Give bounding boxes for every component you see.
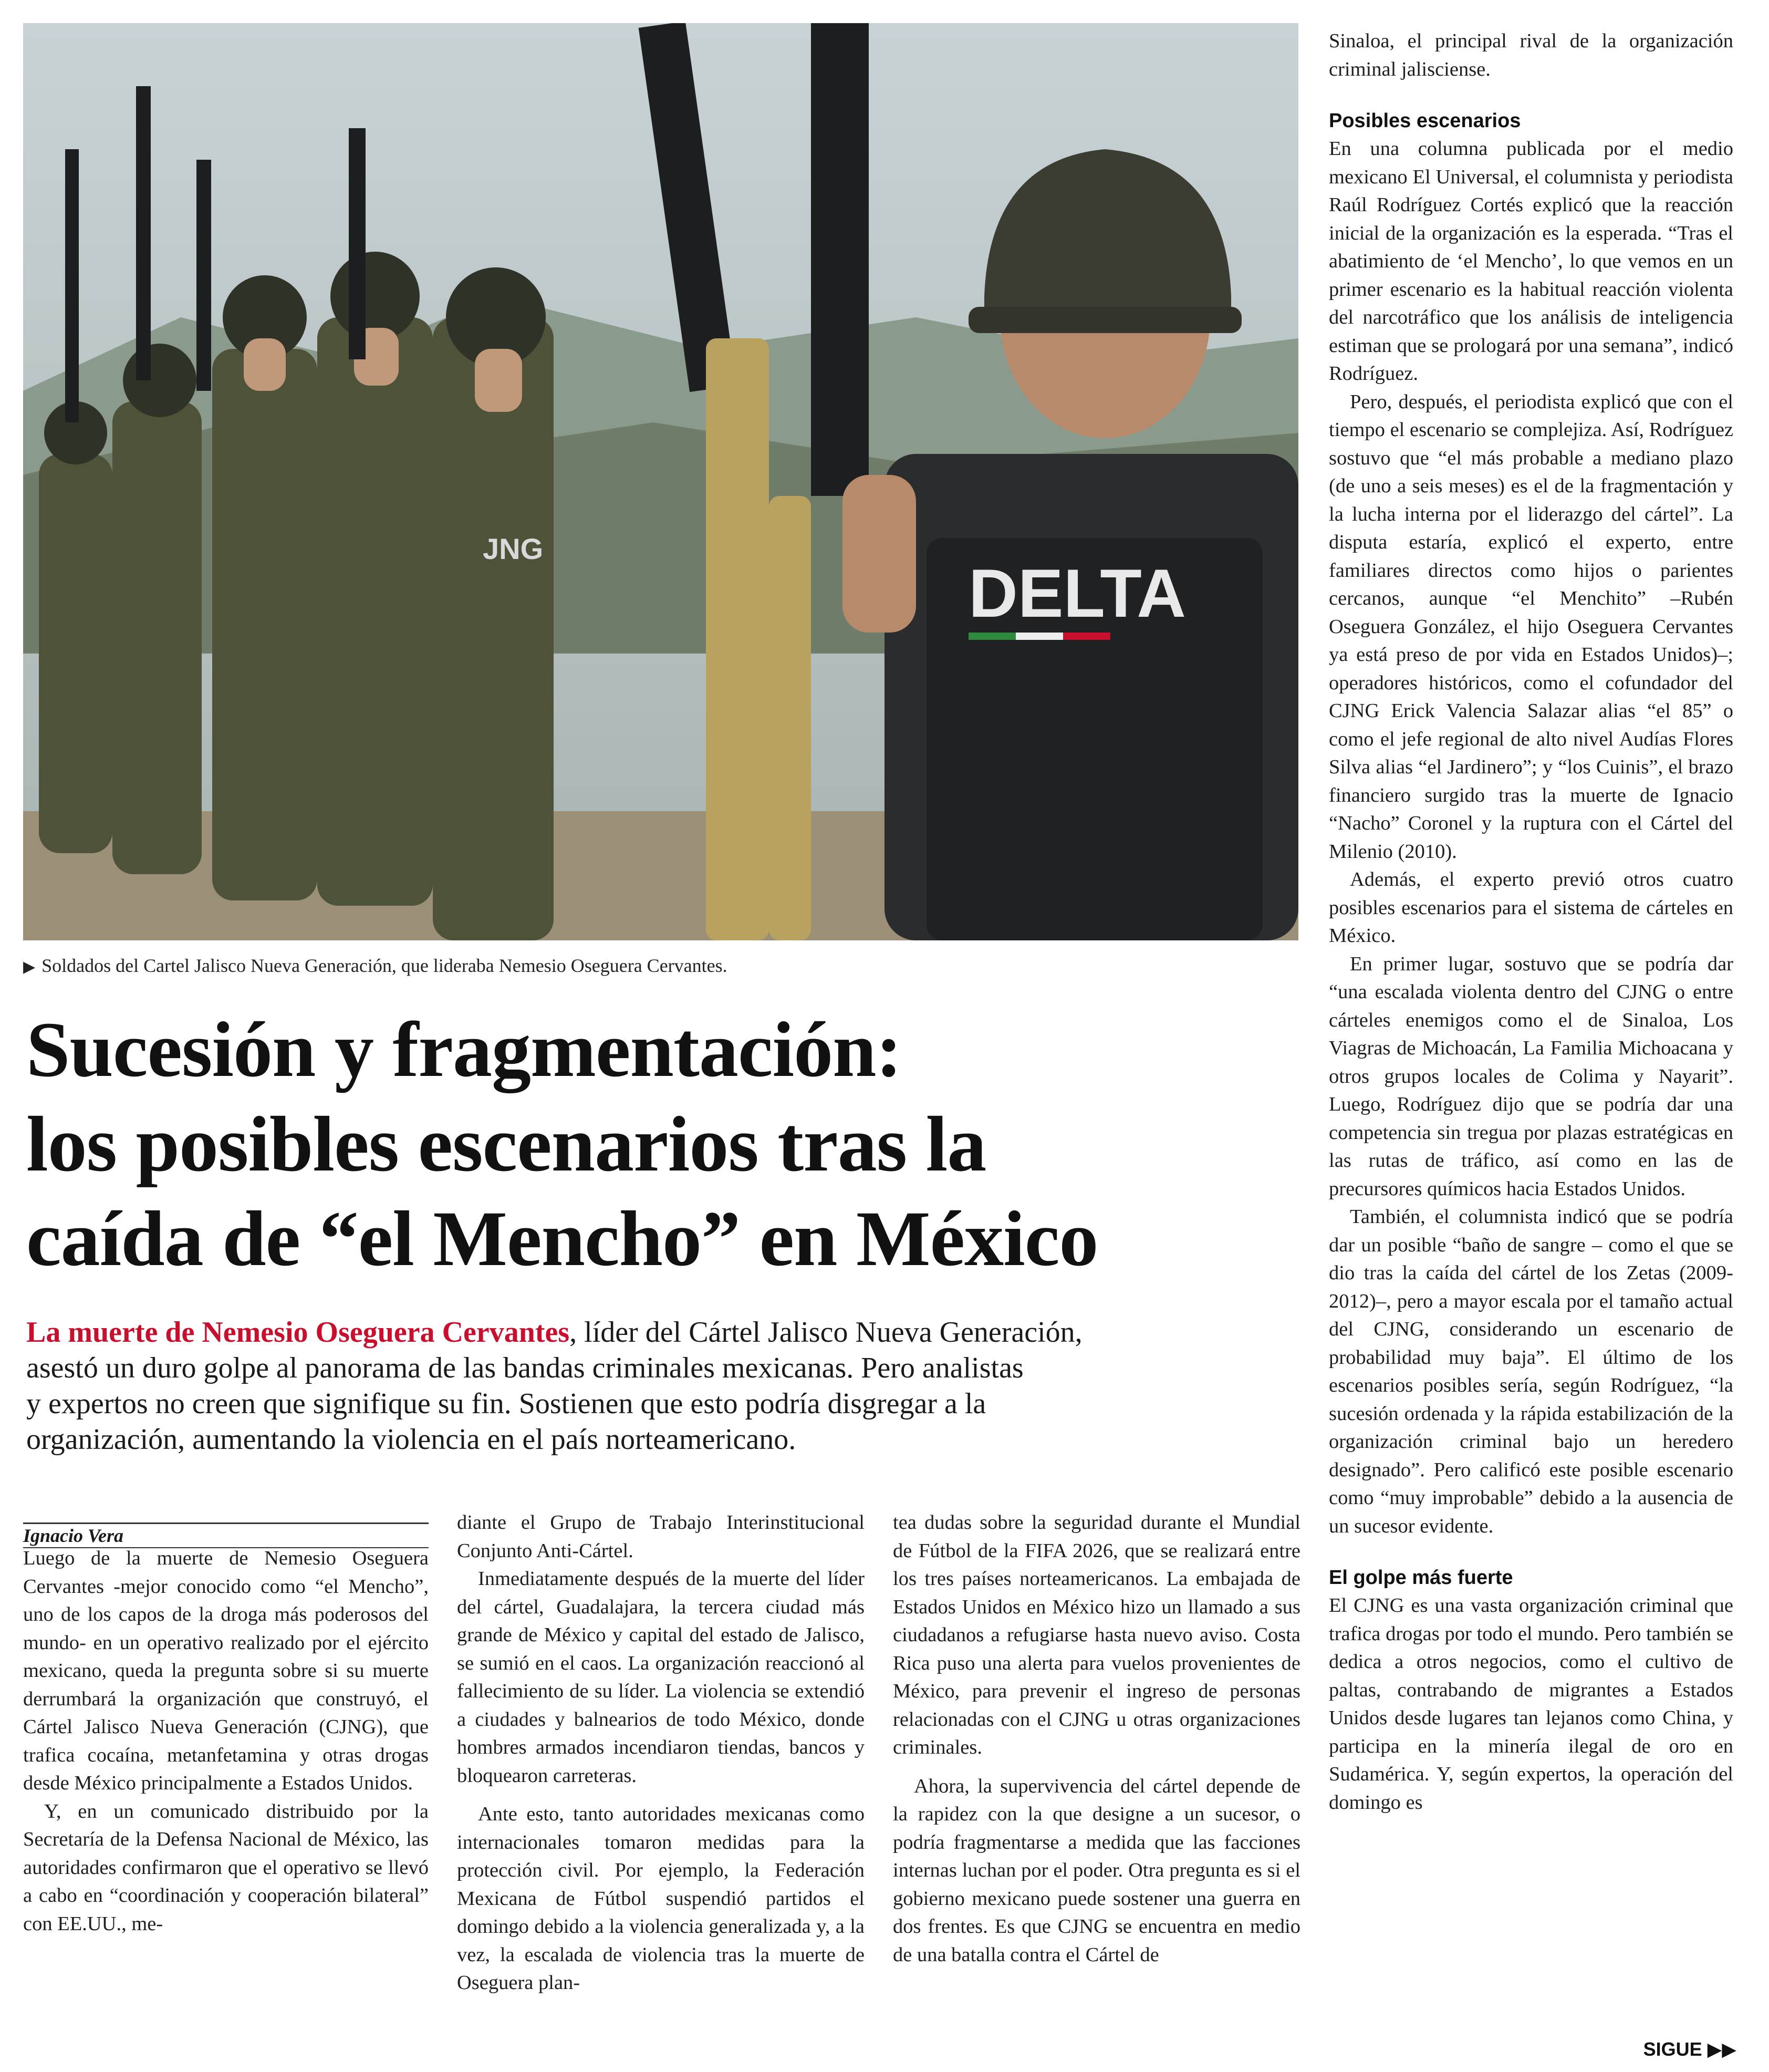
body-column-2 (457, 1509, 865, 1997)
lede-line-3: y expertos no creen que signifique su fin. Sostienen que esto podría disgregar a la (26, 1387, 986, 1420)
lede-line-2: asestó un duro golpe al panorama de las bandas criminales mexicanas. Pero analistas (26, 1352, 1024, 1384)
continue-label: SIGUE ▶▶ (1643, 2038, 1736, 2060)
paragraph: Sinaloa, el principal rival de la organización criminal jalisciense. (1329, 30, 1733, 80)
lede-highlight: La muerte de Nemesio Oseguera Cervantes (26, 1316, 570, 1349)
paragraph: Ahora, la supervivencia del cártel depende de la rapidez con la que designe a un sucesor, o podría fragmentarse a medida que las facciones internas luchan por el poder. Otra pregunta es si el gobierno mexicano puede sostener una guerra en dos frentes. Es que CJNG se encuentra en medio de una batalla contra el Cártel de (893, 1775, 1300, 1966)
lede-line-4: organización, aumentando la violencia en el país norteamericano. (26, 1423, 796, 1456)
body-column-3 (893, 1509, 1300, 1969)
paragraph: Pero, después, el periodista explicó que con el tiempo el escenario se complejiza. Así, Rodríguez sostuvo que “el más probable a mediano plazo (de uno a seis meses) es el de la fragmentación y la lucha interna por el liderazgo del cártel”. La disputa estaría, explicó el experto, entre familiares directos como hijos o parientes cercanos, aunque “el Menchito” –Rubén Oseguera González, el hijo Oseguera Cervantes ya está preso de por vida en Estados Unidos)–; operadores históricos, como el cofundador del CJNG Erick Valencia Salazar alias “el 85” o como el jefe regional de alto nivel Audías Flores Silva alias “el Jardinero”; y “los Cuinis”, el brazo financiero surgido tras la muerte de Ignacio “Nacho” Coronel y la ruptura con el Cártel del Milenio (2010). (1329, 390, 1733, 863)
svg-text:JNG: JNG (483, 532, 544, 565)
caption-text: Soldados del Cartel Jalisco Nueva Generación, que lideraba Nemesio Oseguera Cervantes. (41, 955, 727, 976)
paragraph: En primer lugar, sostuvo que se podría dar “una escalada violenta dentro del CJNG o entre cárteles enemigos como el de Sinaloa, Los Viagras de Michoacán, La Familia Michoacana y otros grupos locales de Colima y Nayarit”. Luego, Rodríguez dijo que se podría dar una competencia sin tregua por plazas estratégicas en las rutas de tráfico, así como en las de precursores químicos hacia Estados Unidos. (1329, 952, 1733, 1200)
paragraph: El CJNG es una vasta organización criminal que trafica drogas por todo el mundo. Pero también se dedica a otros negocios, como el cultivo de paltas, contrabando de migrantes a Estados Unidos desde lugares tan lejanos como China, y participa en la minería ilegal de oro en Sudamérica. Y, según expertos, la operación del domingo es (1329, 1594, 1733, 1814)
svg-text:DELTA: DELTA (969, 555, 1186, 631)
paragraph: Ante esto, tanto autoridades mexicanas como internacionales tomaron medidas para la protección civil. Por ejemplo, la Federación Mexicana de Fútbol suspendió partidos el domingo debido a la violencia generalizada y, a la vez, la escalada de violencia tras la muerte de Oseguera plan- (457, 1803, 865, 1994)
paragraph: diante el Grupo de Trabajo Interinstitucional Conjunto Anti-Cártel. (457, 1511, 865, 1562)
lede (26, 1314, 1245, 1457)
photo-soldiers (23, 23, 1298, 940)
headline-line-2: los posibles escenarios tras la (26, 1101, 986, 1188)
headline-line-3: caída de “el Mencho” en México (26, 1195, 1098, 1282)
headline (26, 1002, 1297, 1286)
paragraph: También, el columnista indicó que se podría dar un posible “baño de sangre – como el que se dio tras la caída del cártel de los Zetas (2009-2012)–, pero a mayor escala por el tamaño actual del CJNG, considerando un escenario de probabilidad muy baja”. El último de los escenarios posibles sería, según Rodríguez, “la sucesión ordenada y la rápida estabilización de la organización criminal bajo un heredero designado”. Pero calificó este posible escenario como “muy improbable” debido a la ausencia de un sucesor evidente. (1329, 1206, 1733, 1537)
caption-marker-icon: ▶ (23, 958, 36, 976)
headline-line-1: Sucesión y fragmentación: (26, 1006, 902, 1093)
body-column-4 (1329, 27, 1733, 1817)
paragraph: Además, el experto previó otros cuatro posibles escenarios para el sistema de cárteles en México. (1329, 868, 1733, 947)
paragraph: Y, en un comunicado distribuido por la Secretaría de la Defensa Nacional de México, las autoridades confirmaron que el operativo se llevó a cabo en “coordinación y cooperación bilateral” con EE.UU., me- (23, 1800, 429, 1935)
paragraph: Luego de la muerte de Nemesio Oseguera Cervantes -mejor conocido como “el Mencho”, uno de los capos de la droga más poderosos del mundo- en un operativo realizado por el ejército mexicano, queda la pregunta sobre si su muerte derrumbará la organización que construyó, el Cártel Jalisco Nueva Generación (CJNG), que trafica cocaína, metanfetamina y otras drogas desde México principalmente a Estados Unidos. (23, 1547, 429, 1794)
photo-caption (23, 950, 1298, 981)
paragraph: En una columna publicada por el medio mexicano El Universal, el columnista y periodista Raúl Rodríguez Cortés explicó que la reacción inicial de la organización es la esperada. “Tras el abatimiento de ‘el Mencho’, lo que vemos en un primer escenario es la habitual reacción violenta del narcotráfico que los análisis de inteligencia estiman que se prologará por una semana”, indicó Rodríguez. (1329, 138, 1733, 385)
paragraph: tea dudas sobre la seguridad durante el Mundial de Fútbol de la FIFA 2026, que se realizará entre los tres países norteamericanos. La embajada de Estados Unidos en México hizo un llamado a sus ciudadanos a refugiarse hasta nuevo aviso. Costa Rica puso una alerta para vuelos provenientes de México, para prevenir el ingreso de personas relacionadas con el CJNG u otras organizaciones criminales. (893, 1511, 1300, 1758)
paragraph: Inmediatamente después de la muerte del líder del cártel, Guadalajara, la tercera ciudad más grande de México y capital del estado de Jalisco, se sumió en el caos. La organización reaccionó al fallecimiento de su líder. La violencia se extendió a ciudades y balnearios de todo México, donde hombres armados incendiaron tiendas, bancos y bloquearon carreteras. (457, 1568, 865, 1787)
byline: Ignacio Vera (23, 1522, 429, 1548)
subhead-golpe: El golpe más fuerte (1329, 1567, 1513, 1589)
article-photo (23, 23, 1298, 940)
lede-line-1: La muerte de Nemesio Oseguera Cervantes, líder del Cártel Jalisco Nueva Generación, (26, 1316, 1083, 1349)
body-column-1 (23, 1545, 429, 1938)
subhead-escenarios: Posibles escenarios (1329, 110, 1521, 132)
